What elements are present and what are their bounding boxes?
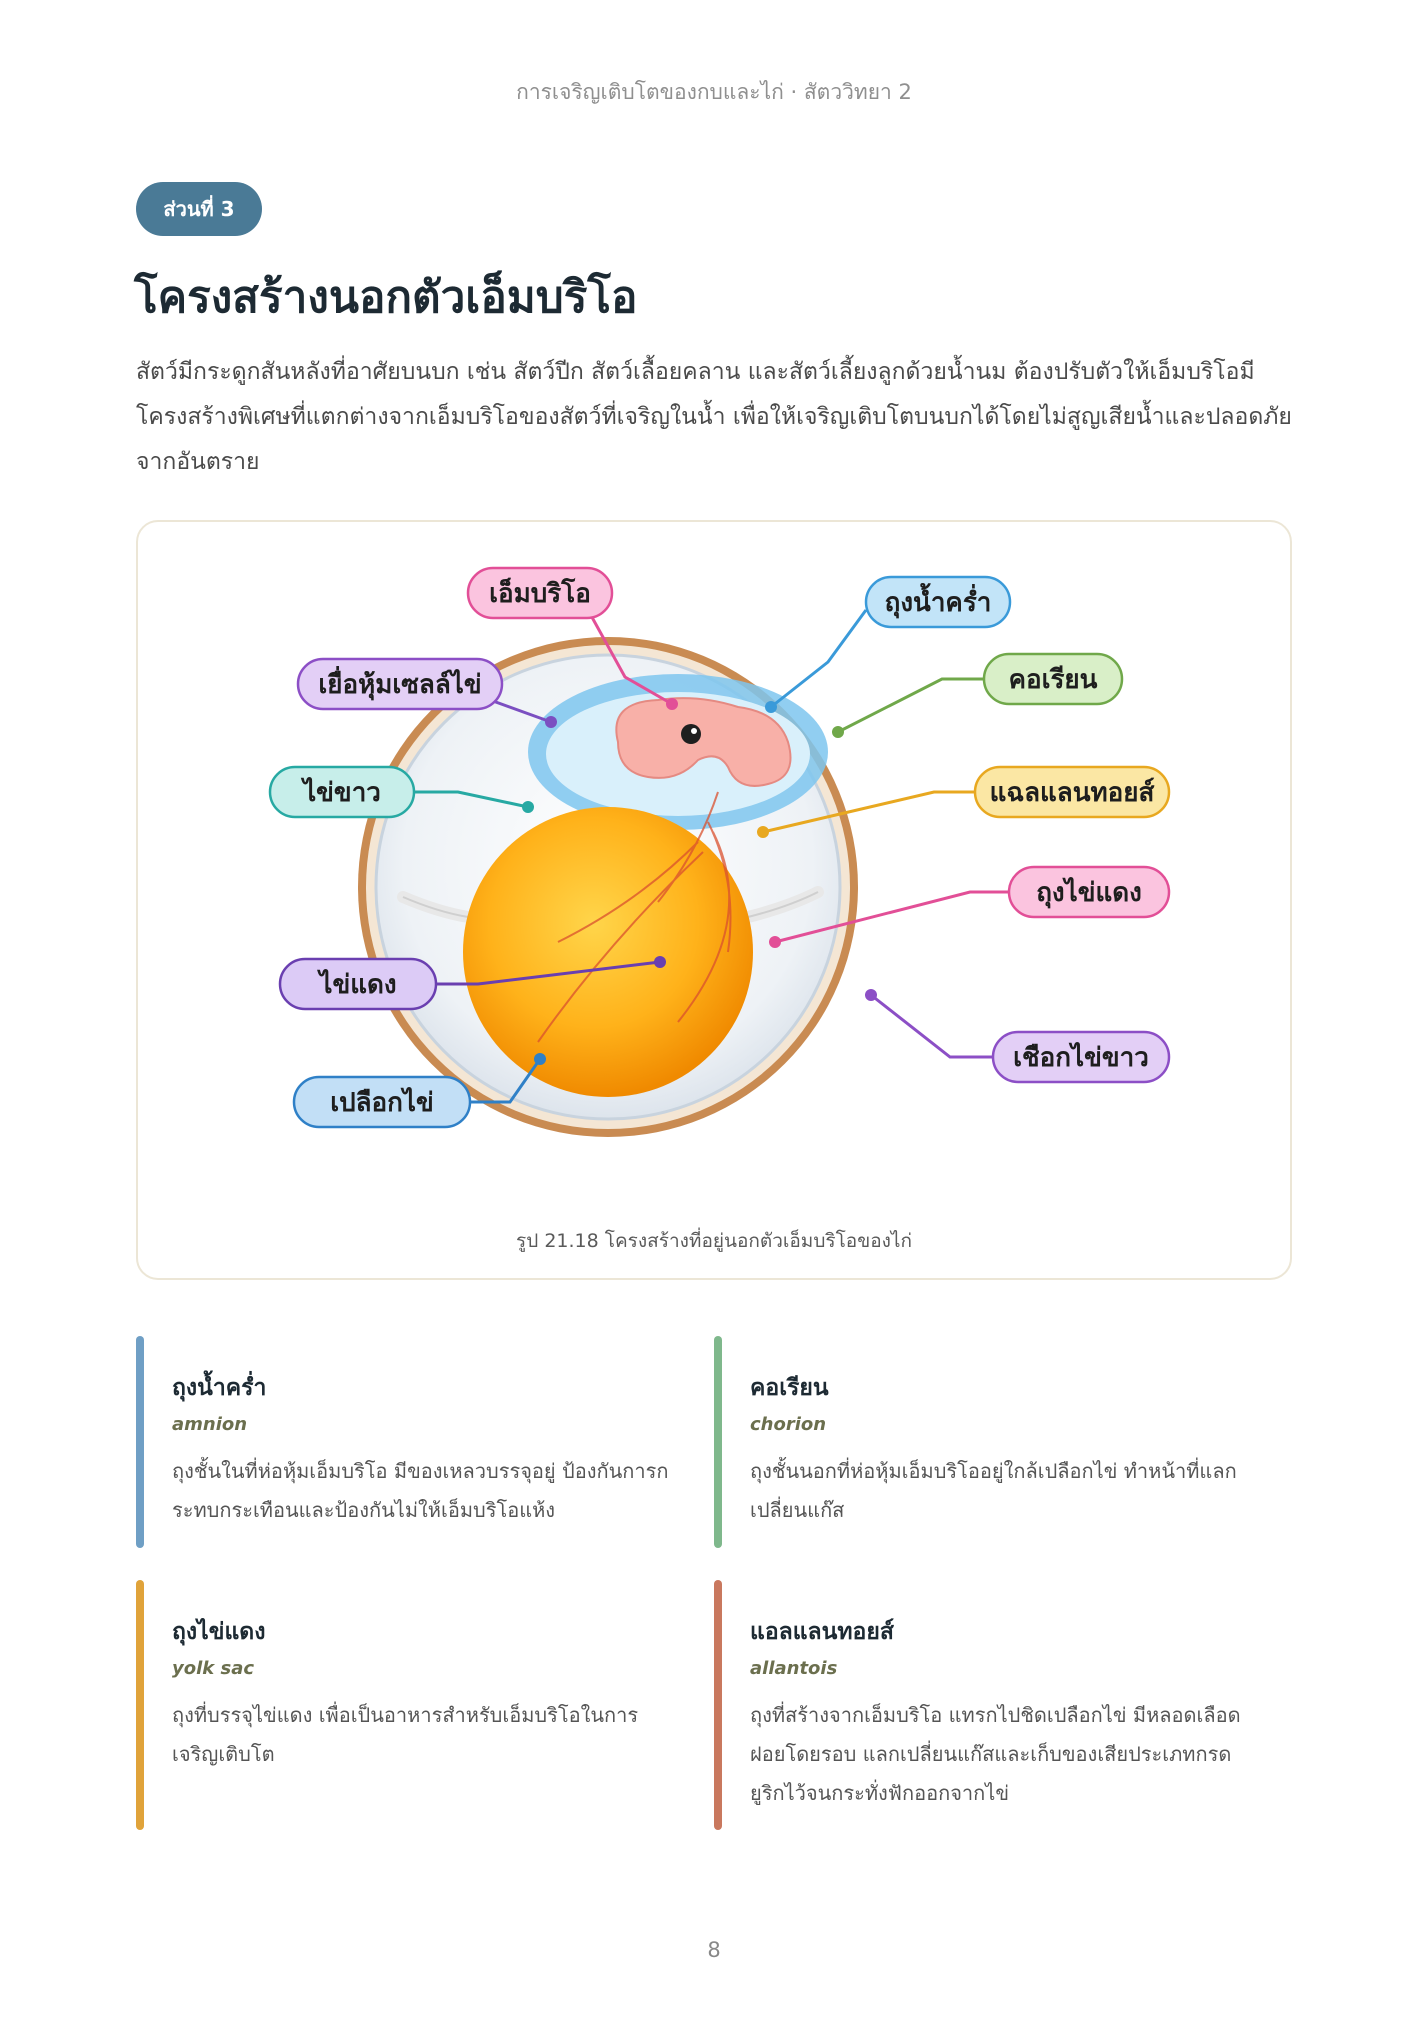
card-accent-bar [714,1336,722,1548]
label-vitelline-membrane [298,659,502,709]
label-albumen [270,767,414,817]
definition-description: ถุงชั้นในที่ห่อหุ้มเอ็มบริโอ มีของเหลวบรรจุอยู่ ป้องกันการกระทบกระเทือนและป้องกันไม่ให้เอ็มบริโอแห้ง [172,1459,669,1522]
running-header: การเจริญเติบโตของกบและไก่ · สัตววิทยา 2 [516,80,912,104]
label-chorion [984,654,1122,704]
intro-paragraph: สัตว์มีกระดูกสันหลังที่อาศัยบนบก เช่น สัตว์ปีก สัตว์เลื้อยคลาน และสัตว์เลี้ยงลูกด้วยน้ำนม ต้องปรับตัวให้เอ็มบริโอมีโครงสร้างพิเศษที่แตกต่างจากเอ็มบริโอของสัตว์ที่เจริญในน้ำ เพื่อให้เจริญเติบโตบนบกได้โดยไม่สูญเสียน้ำและปลอดภัยจากอันตราย [136,359,1292,475]
svg-text:เยื่อหุ้มเซลล์ไข่: เยื่อหุ้มเซลล์ไข่ [318,670,482,700]
svg-text:ถุงไข่แดง: ถุงไข่แดง [1036,878,1142,908]
svg-text:ไข่แดง: ไข่แดง [319,970,397,1000]
definition-english: amnion [172,1414,248,1435]
figure-caption: รูป 21.18 โครงสร้างที่อยู่นอกตัวเอ็มบริโอของไก่ [516,1230,912,1252]
svg-text:ไข่ขาว: ไข่ขาว [303,778,381,808]
svg-text:ถุงน้ำคร่ำ: ถุงน้ำคร่ำ [884,588,992,618]
svg-text:เปลือกไข่: เปลือกไข่ [330,1088,434,1118]
svg-text:คอเรียน: คอเรียน [1008,665,1098,695]
page-number: 8 [707,1938,721,1962]
section-badge: ส่วนที่ 3 [136,182,262,236]
label-shell [294,1077,470,1127]
label-amnion [866,577,1010,627]
definition-english: allantois [750,1658,838,1679]
definition-english: chorion [750,1414,827,1435]
label-allantois [975,767,1169,817]
definition-term: ถุงไข่แดง [172,1619,266,1645]
page-title: โครงสร้างนอกตัวเอ็มบริโอ [134,272,638,323]
svg-text:เอ็มบริโอ: เอ็มบริโอ [489,579,591,609]
label-yolk-sac [1009,867,1169,917]
definition-description: ถุงที่สร้างจากเอ็มบริโอ แทรกไปชิดเปลือกไข่ มีหลอดเลือดฝอยโดยรอบ แลกเปลี่ยนแก๊สและเก็บของเสียประเภทกรดยูริกไว้จนกระทั่งฟักออกจากไข่ [750,1703,1241,1805]
definition-card-chorion [714,1336,1254,1548]
label-yolk [280,959,436,1009]
definition-card-amnion [136,1336,676,1548]
definition-description: ถุงชั้นนอกที่ห่อหุ้มเอ็มบริโออยู่ใกล้เปลือกไข่ ทำหน้าที่แลกเปลี่ยนแก๊ส [750,1459,1237,1522]
svg-text:แฉลแลนทอยส์: แฉลแลนทอยส์ [989,778,1155,808]
svg-text:เชือกไข่ขาว: เชือกไข่ขาว [1013,1043,1149,1073]
egg-diagram [138,522,1294,1282]
definition-card-allantois [714,1580,1254,1830]
definition-term: คอเรียน [750,1375,829,1401]
definition-term: แอลแลนทอยส์ [750,1619,894,1645]
definition-term: ถุงน้ำคร่ำ [172,1375,267,1401]
definition-description: ถุงที่บรรจุไข่แดง เพื่อเป็นอาหารสำหรับเอ็มบริโอในการเจริญเติบโต [172,1703,639,1766]
figure-card [136,520,1292,1280]
card-accent-bar [136,1336,144,1548]
card-accent-bar [136,1580,144,1830]
label-chalaza [993,1032,1169,1082]
definition-english: yolk sac [172,1658,255,1679]
label-embryo [468,568,612,618]
card-accent-bar [714,1580,722,1830]
definition-card-yolk-sac [136,1580,676,1830]
